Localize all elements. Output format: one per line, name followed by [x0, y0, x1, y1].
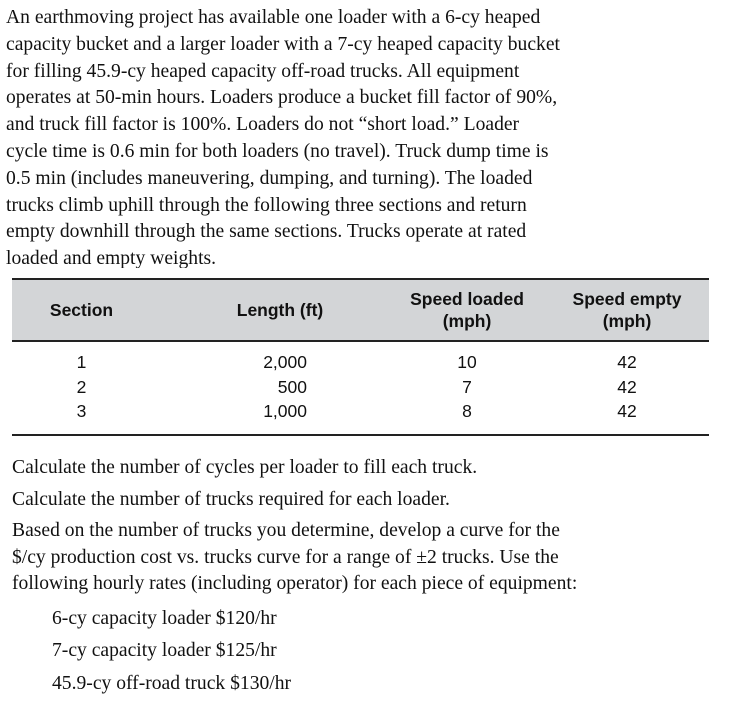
problem-text-line: loaded and empty weights.: [6, 248, 217, 268]
cell-length: 1,000: [151, 399, 389, 435]
header-section-label: Section: [49, 300, 114, 320]
header-speed-empty-line1: Speed empty: [572, 289, 682, 309]
problem-text-line: capacity bucket and a larger loader with a 7-cy heaped capacity bucket: [6, 33, 560, 55]
question-trucks: Calculate the number of trucks required for each loader.: [12, 488, 450, 510]
rate-6cy-loader: 6-cy capacity loader $120/hr: [52, 607, 277, 629]
question-cost-curve-line: following hourly rates (including operator) for each piece of equipment:: [12, 573, 578, 594]
cell-speed-loaded: 8: [389, 399, 545, 435]
header-section: [12, 279, 151, 341]
cell-section: 3: [12, 399, 151, 435]
question-cycles: Calculate the number of cycles per loader to fill each truck.: [12, 457, 478, 478]
problem-text-line: for filling 45.9-cy heaped capacity off-road trucks. All equipment: [6, 60, 520, 82]
problem-text-line: empty downhill through the same sections. Trucks operate at rated: [6, 221, 527, 243]
header-speed-loaded-line1: Speed loaded: [410, 289, 524, 309]
question-cost-curve-line: $/cy production cost vs. trucks curve for a range of ±2 trucks. Use the: [12, 546, 559, 568]
rate-7cy-loader: 7-cy capacity loader $125/hr: [52, 640, 277, 662]
questions-block: [12, 455, 732, 701]
hourly-rates-list: [12, 603, 732, 701]
header-speed-loaded-line2: (mph): [442, 311, 492, 331]
cell-length: 2,000: [263, 352, 307, 372]
question-cost-curve-line: Based on the number of trucks you determine, develop a curve for the: [12, 520, 560, 541]
cell-length: 500: [277, 376, 307, 397]
problem-text-line: cycle time is 0.6 min for both loaders (no travel). Truck dump time is: [6, 140, 549, 162]
table-row: [12, 341, 709, 375]
problem-text-line: operates at 50-min hours. Loaders produce a bucket fill factor of 90%,: [6, 87, 558, 109]
problem-statement: [6, 5, 731, 268]
problem-text-line: and truck fill factor is 100%. Loaders do not “short load.” Loader: [6, 114, 520, 136]
cell-speed-loaded: 10: [457, 352, 477, 372]
header-speed-empty-line2: (mph): [602, 311, 652, 331]
cell-speed-empty: 42: [617, 352, 637, 372]
cell-speed-empty: 42: [545, 399, 709, 435]
header-speed-empty: [545, 279, 709, 341]
problem-text-line: trucks climb uphill through the following three sections and return: [6, 194, 527, 216]
table-row: [12, 375, 709, 400]
cell-section: 1: [76, 352, 87, 372]
question-cost-curve: [12, 518, 732, 598]
cell-speed-empty: 42: [617, 376, 637, 397]
header-length-label: Length (ft): [236, 300, 324, 320]
cell-speed-loaded: 7: [462, 376, 472, 397]
header-speed-loaded: [389, 279, 545, 341]
table-header-row: [12, 279, 709, 341]
problem-text-line: An earthmoving project has available one loader with a 6-cy heaped: [6, 7, 541, 28]
problem-text-line: 0.5 min (includes maneuvering, dumping, and turning). The loaded: [6, 167, 533, 189]
table-row: [12, 399, 709, 435]
rate-offroad-truck: 45.9-cy off-road truck $130/hr: [52, 672, 292, 694]
haul-sections-table: [12, 278, 709, 436]
cell-section: 2: [76, 376, 87, 397]
header-length: [151, 279, 389, 341]
